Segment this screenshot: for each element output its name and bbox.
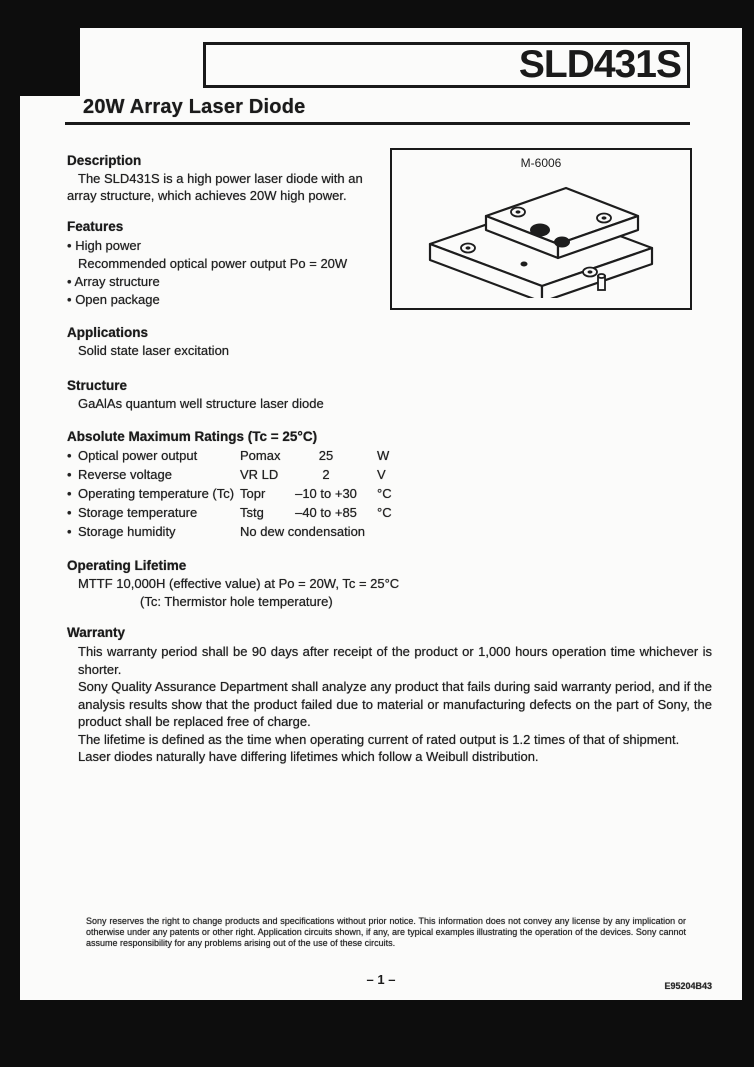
rating-label: Storage humidity — [78, 524, 176, 539]
feature-item: Recommended optical power output Po = 20W — [78, 256, 348, 271]
warranty-text — [78, 643, 712, 766]
structure-text: GaAlAs quantum well structure laser diode — [78, 396, 324, 411]
warranty-paragraph: Laser diodes naturally have differing lifetimes which follow a Weibull distribution. — [78, 749, 539, 764]
bullet: • — [67, 486, 72, 501]
rating-symbol: Pomax — [240, 448, 281, 463]
rating-value: –10 to +30 — [295, 486, 357, 501]
lifetime-heading: Operating Lifetime — [67, 558, 187, 573]
rating-unit: °C — [377, 505, 392, 520]
bullet: • — [67, 505, 72, 520]
package-figure-box — [390, 148, 692, 310]
ratings-row — [67, 467, 507, 483]
lifetime-line: MTTF 10,000H (effective value) at Po = 20W, Tc = 25°C — [78, 576, 400, 591]
part-number-box — [203, 42, 690, 88]
structure-heading: Structure — [67, 378, 128, 393]
bullet: • — [67, 467, 72, 482]
description-line: The SLD431S is a high power laser diode with an — [78, 171, 363, 186]
rating-symbol: VR LD — [240, 467, 279, 482]
rating-symbol: Tstg — [240, 505, 264, 520]
ratings-row — [67, 524, 507, 540]
applications-heading: Applications — [67, 325, 149, 340]
footer-disclaimer: Sony reserves the right to change products and specifications without prior notice. This information does not convey any license by any implication or otherwise under any patents or other right. Application circuits shown, if any, are typical examples illustrating the operation of the devices. Sony cannot assume responsibility for any problems arising out of the use of these circuits. — [86, 916, 686, 948]
rating-label: Optical power output — [78, 448, 198, 463]
warranty-heading: Warranty — [67, 625, 126, 640]
laser-diode-package-drawing — [412, 168, 674, 298]
bullet: • — [67, 238, 72, 253]
features-heading: Features — [67, 219, 124, 234]
applications-text: Solid state laser excitation — [78, 343, 230, 358]
rating-unit: °C — [377, 486, 392, 501]
feature-item: • High power — [67, 238, 141, 253]
rating-label: Storage temperature — [78, 505, 198, 520]
rating-value: No dew condensation — [240, 524, 366, 539]
warranty-paragraph: This warranty period shall be 90 days after receipt of the product or 1,000 hours operation time whichever is shorter. — [78, 644, 712, 677]
bullet: • — [67, 274, 72, 289]
description-heading: Description — [67, 153, 142, 168]
rating-value: –40 to +85 — [295, 505, 357, 520]
bullet: • — [67, 292, 72, 307]
warranty-paragraph: The lifetime is defined as the time when operating current of rated output is 1.2 times of that of shipment. — [78, 731, 680, 747]
ratings-heading: Absolute Maximum Ratings (Tc = 25°C) — [67, 429, 318, 444]
part-number: SLD431S — [518, 43, 681, 86]
lifetime-line: (Tc: Thermistor hole temperature) — [140, 594, 333, 609]
ratings-row — [67, 486, 507, 502]
rating-value: 2 — [322, 467, 330, 482]
rating-unit: V — [377, 467, 386, 482]
page-number: – 1 – — [366, 972, 396, 987]
feature-item: • Array structure — [67, 274, 160, 289]
rating-label: Operating temperature (Tc) — [78, 486, 235, 501]
ratings-row — [67, 448, 507, 464]
package-name-label: M-6006 — [520, 156, 562, 170]
bullet: • — [67, 524, 72, 539]
datasheet-page — [20, 28, 742, 1000]
feature-item: • Open package — [67, 292, 160, 307]
rating-unit: W — [377, 448, 390, 463]
warranty-paragraph: Sony Quality Assurance Department shall analyze any product that fails during said warranty period, and if the analysis results show that the product failed due to material or manufacturing defects on the part of Sony, the product shall be replaced free of charge. — [78, 679, 712, 729]
ratings-row — [67, 505, 507, 521]
scan-corner-artifact — [0, 0, 80, 96]
rating-label: Reverse voltage — [78, 467, 172, 482]
description-line: array structure, which achieves 20W high power. — [67, 188, 347, 203]
product-title: 20W Array Laser Diode — [83, 96, 306, 118]
bullet: • — [67, 448, 72, 463]
rating-symbol: Topr — [240, 486, 266, 501]
rating-value: 25 — [318, 448, 334, 463]
title-rule — [65, 122, 690, 125]
doc-code: E95204B43 — [664, 981, 712, 991]
